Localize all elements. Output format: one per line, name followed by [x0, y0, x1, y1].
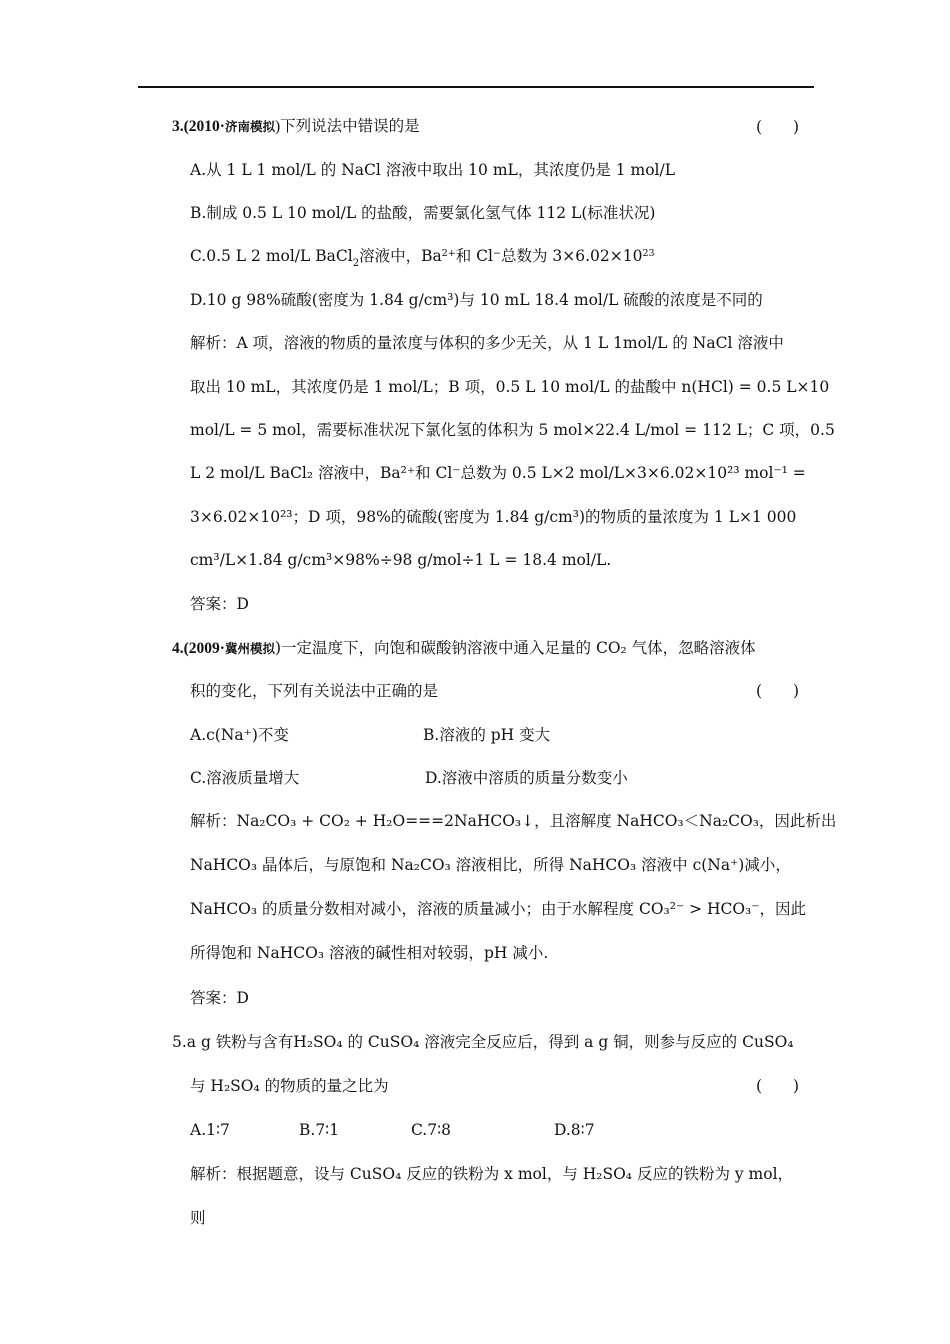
q4-option-a: A.c(Na⁺)不变: [190, 726, 289, 744]
q3-option-b: B.制成 0.5 L 10 mol/L 的盐酸，需要氯化氢气体 112 L(标准状况): [190, 204, 656, 222]
q5-option-b: B.7∶1: [299, 1121, 340, 1139]
q4-stem-line2: 积的变化，下列有关说法中正确的是: [190, 682, 439, 700]
top-rule: [138, 86, 814, 88]
q5-option-c: C.7∶8: [411, 1121, 451, 1139]
q3-stem: [172, 116, 420, 138]
q3-analysis-line: 取出 10 mL，其浓度仍是 1 mol/L；B 项，0.5 L 10 mol/L 的盐酸中 n(HCl) = 0.5 L×10: [190, 378, 830, 396]
q3-option-a: A.从 1 L 1 mol/L 的 NaCl 溶液中取出 10 mL，其浓度仍是 1 mol/L: [190, 161, 676, 179]
q3-analysis-line: 3×6.02×10²³；D 项，98%的硫酸(密度为 1.84 g/cm³)的物质的量浓度为 1 L×1 000: [190, 508, 797, 526]
q4-number: 4.(2009·: [172, 640, 225, 657]
q3-source: 济南模拟: [224, 120, 275, 134]
q5-answer-blank: ( ): [756, 1077, 800, 1095]
q3-analysis-line: 解析：A 项，溶液的物质的量浓度与体积的多少无关，从 1 L 1mol/L 的 NaCl 溶液中: [190, 334, 784, 352]
q3-answer: 答案：D: [190, 595, 249, 613]
q5-option-a: A.1∶7: [190, 1121, 230, 1139]
q3-answer-blank: ( ): [756, 118, 800, 136]
q4-answer: 答案：D: [190, 989, 249, 1007]
q4-stem-text: )一定温度下，向饱和碳酸钠溶液中通入足量的 CO₂ 气体，忽略溶液体: [274, 639, 756, 657]
q5-option-d: D.8∶7: [554, 1121, 595, 1139]
q5-stem-line2: 与 H₂SO₄ 的物质的量之比为: [190, 1077, 389, 1095]
q3-analysis-line: mol/L = 5 mol，需要标准状况下氯化氢的体积为 5 mol×22.4 L/mol = 112 L；C 项，0.5: [190, 421, 835, 439]
q4-option-c: C.溶液质量增大: [190, 769, 300, 787]
q4-option-b: B.溶液的 pH 变大: [423, 726, 551, 744]
q4-option-d: D.溶液中溶质的质量分数变小: [425, 769, 628, 787]
q5-analysis-line: 解析：根据题意，设与 CuSO₄ 反应的铁粉为 x mol，与 H₂SO₄ 反应的铁粉为 y mol，: [190, 1165, 794, 1183]
q4-stem: [172, 637, 756, 660]
q5-analysis-line: 则: [190, 1209, 206, 1227]
q3-option-d: D.10 g 98%硫酸(密度为 1.84 g/cm³)与 10 mL 18.4 mol/L 硫酸的浓度是不同的: [190, 291, 763, 309]
q4-analysis-line: NaHCO₃ 的质量分数相对减小，溶液的质量减小；由于水解程度 CO₃²⁻ > HCO₃⁻，因此: [190, 900, 806, 918]
q3-analysis-line: cm³/L×1.84 g/cm³×98%÷98 g/mol÷1 L = 18.4 mol/L.: [190, 551, 612, 569]
q4-analysis-line: NaHCO₃ 晶体后，与原饱和 Na₂CO₃ 溶液相比，所得 NaHCO₃ 溶液中 c(Na⁺)减小，: [190, 856, 791, 874]
q4-answer-blank: ( ): [756, 682, 800, 700]
q3-option-c: C.0.5 L 2 mol/L BaCl$_2$溶液中，$Ba^{2+}$和 Cl−总数为 $3\times 6.02\times 10^{23}$: [190, 247, 655, 269]
q4-source: 冀州模拟: [224, 641, 275, 656]
q5-stem: 5.a g 铁粉与含有H₂SO₄ 的 CuSO₄ 溶液完全反应后，得到 a g 铜，则参与反应的 CuSO₄: [172, 1033, 794, 1051]
q4-analysis-line: 所得饱和 NaHCO₃ 溶液的碱性相对较弱，pH 减小.: [190, 944, 549, 962]
q3-analysis-line: L 2 mol/L BaCl₂ 溶液中，Ba²⁺和 Cl⁻总数为 0.5 L×2 mol/L×3×6.02×10²³ mol⁻¹ =: [190, 464, 806, 482]
q4-analysis-line: 解析：Na₂CO₃ + CO₂ + H₂O===2NaHCO₃↓，且溶解度 NaHCO₃＜Na₂CO₃，因此析出: [190, 812, 837, 830]
q3-number: 3.(2010·: [172, 118, 225, 135]
q3-stem-text: )下列说法中错误的是: [274, 118, 420, 135]
